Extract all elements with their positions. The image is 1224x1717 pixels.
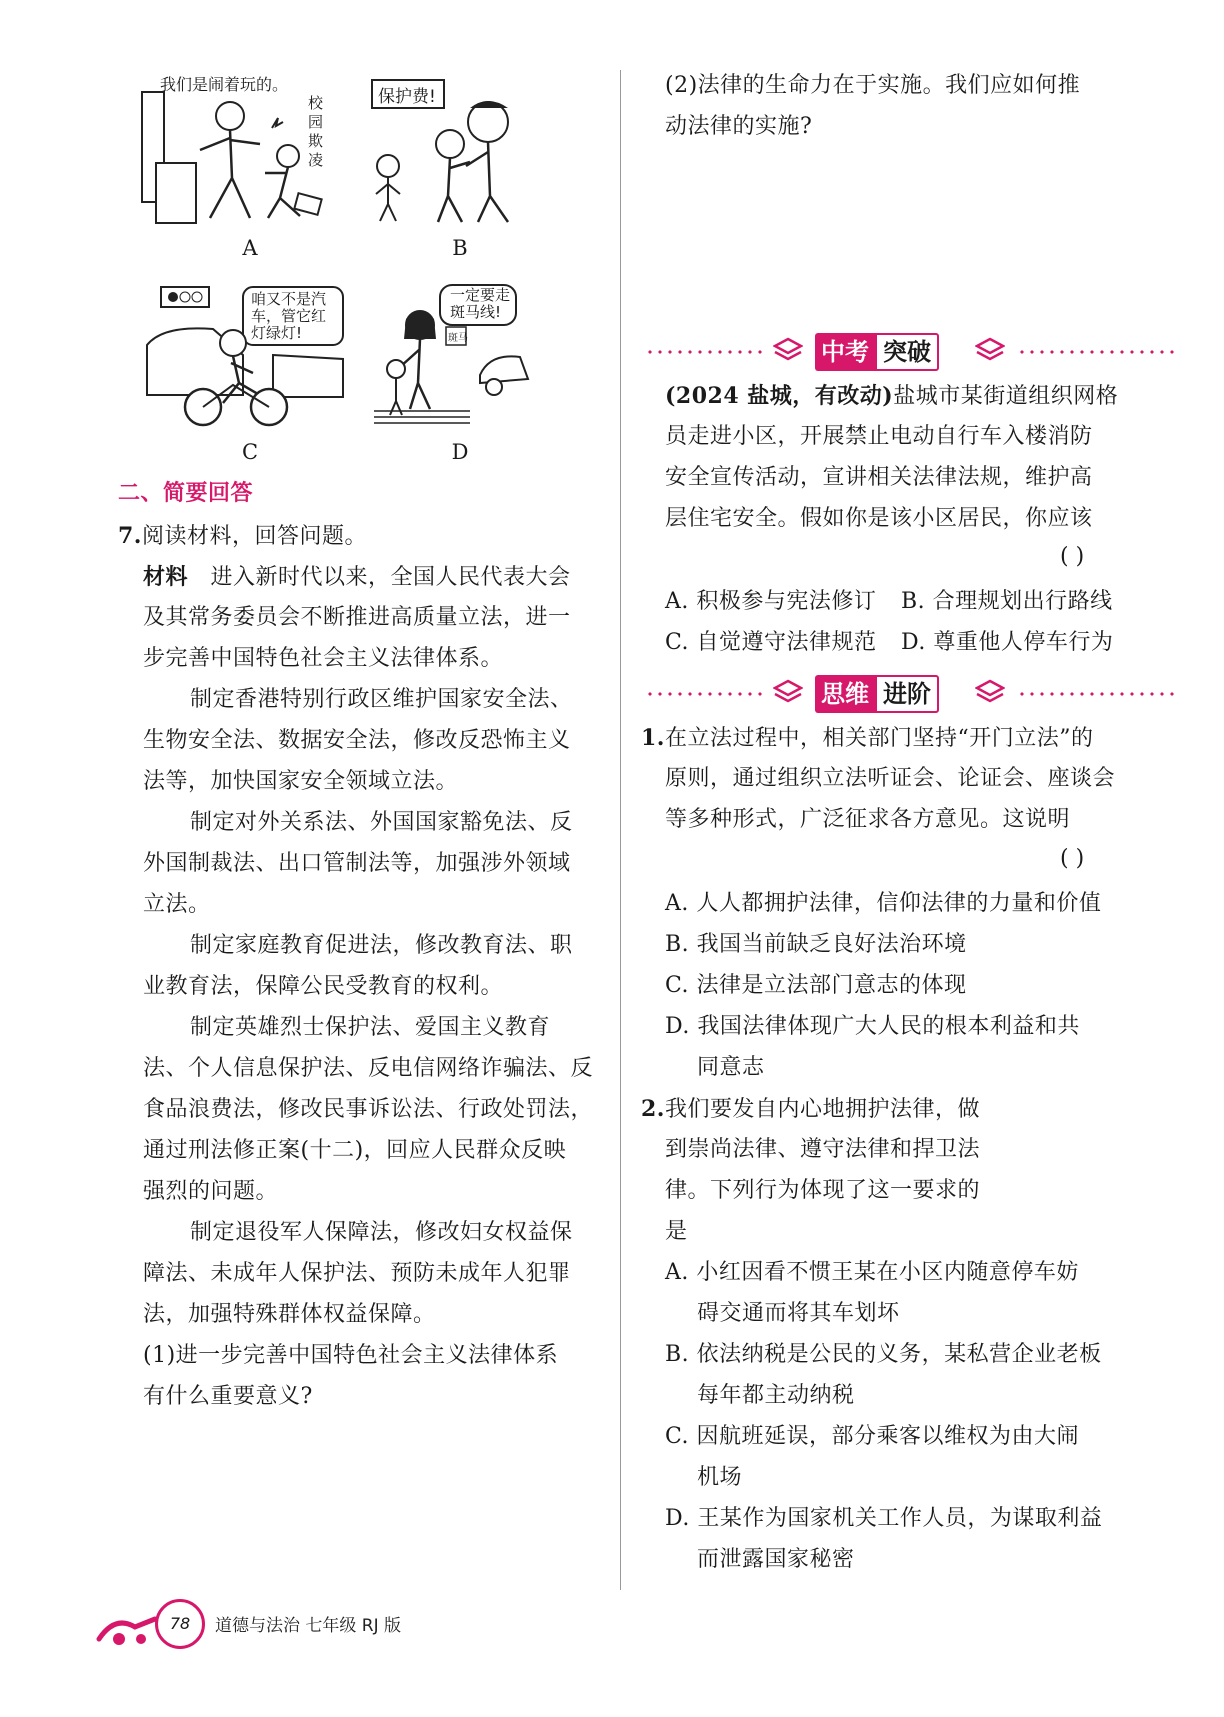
- cartoon-b: [370, 76, 530, 226]
- q7-2-line-2: 动法律的实施?: [665, 114, 813, 139]
- exam-answer-paren: ( ): [1060, 544, 1085, 569]
- q2-line-2: 到崇尚法律、遵守法律和捍卫法: [665, 1137, 981, 1162]
- cartoon-c-speech-line2: 车，管它红: [251, 307, 327, 325]
- cartoon-c-speech: [251, 291, 326, 342]
- material-line-5: 生物安全法、数据安全法，修改反恐怖主义: [143, 728, 571, 753]
- cartoon-d-label: D: [451, 440, 469, 464]
- material-line-14: 食品浪费法，修改民事诉讼法、行政处罚法，: [143, 1097, 594, 1122]
- q2-number: 2.: [641, 1096, 665, 1122]
- material-line-7: 制定对外关系法、外国国家豁免法、反: [190, 810, 573, 835]
- cartoon-c-speech-line1: 咱又不是汽: [251, 290, 327, 308]
- q2-text-1: 我们要发自内心地拥护法律，做: [664, 1097, 980, 1122]
- page-footer: [95, 1595, 515, 1655]
- banner-exam-breakthrough: [645, 330, 1215, 374]
- column-divider: [620, 70, 621, 1590]
- page-number: 78: [155, 1599, 205, 1649]
- q2-option-c-cont: 机场: [697, 1465, 743, 1490]
- book-title: 道德与法治 七年级 RJ 版: [215, 1616, 402, 1636]
- cartoon-a-tag: [308, 94, 330, 170]
- banner-title: [815, 675, 939, 713]
- cartoon-a-tag-line1: 校园: [308, 94, 324, 131]
- exam-option-b: B. 合理规划出行路线: [901, 589, 1113, 614]
- material-line-12: 制定英雄烈士保护法、爱国主义教育: [190, 1015, 551, 1040]
- q1-option-b: B. 我国当前缺乏良好法治环境: [665, 932, 967, 957]
- banner-thinking-advance: [645, 672, 1215, 716]
- exam-line-4: 层住宅安全。假如你是该小区居民，你应该: [665, 506, 1093, 531]
- q2-option-c: C. 因航班延误，部分乘客以维权为由大闹: [665, 1424, 1080, 1449]
- q1-option-c: C. 法律是立法部门意志的体现: [665, 973, 967, 998]
- q1-option-a: A. 人人都拥护法律，信仰法律的力量和价值: [665, 891, 1102, 916]
- banner-title-part1: 思维: [815, 675, 875, 713]
- q7-text: 阅读材料，回答问题。: [141, 524, 367, 549]
- material-line-4: 制定香港特别行政区维护国家安全法、: [190, 687, 573, 712]
- material-line-15: 通过刑法修正案(十二)，回应人民群众反映: [143, 1138, 567, 1163]
- exam-line-3: 安全宣传活动，宣讲相关法律法规，维护高: [665, 465, 1093, 490]
- q2-option-a-cont: 碍交通而将其车划坏: [697, 1301, 900, 1326]
- banner-dots-right: [1017, 350, 1177, 354]
- cartoon-d-speech-line1: 一定要走: [450, 286, 511, 304]
- q2-option-b: B. 依法纳税是公民的义务，某私营企业老板: [665, 1342, 1102, 1367]
- q1-option-d-cont: 同意志: [697, 1055, 765, 1080]
- stack-icon: [773, 678, 803, 708]
- cartoon-a-tag-line2: 欺凌: [308, 132, 324, 169]
- cartoon-d-speech-line2: 斑马线!: [450, 303, 502, 321]
- q1-line-3: 等多种形式，广泛征求各方意见。这说明: [665, 807, 1071, 832]
- banner-title: [815, 333, 939, 371]
- q1-option-d: D. 我国法律体现广大人民的根本利益和共: [665, 1014, 1080, 1039]
- q2-line-1: [641, 1089, 980, 1130]
- exam-line-2: 员走进小区，开展禁止电动自行车入楼消防: [665, 424, 1093, 449]
- cartoon-b-speech: 保护费!: [378, 87, 436, 107]
- cartoon-a-speech: 我们是闹着玩的。: [160, 75, 289, 94]
- banner-title-part2: 进阶: [875, 675, 939, 713]
- material-line-10: 制定家庭教育促进法，修改教育法、职: [190, 933, 573, 958]
- exam-option-c: C. 自觉遵守法律规范: [665, 630, 877, 655]
- cartoon-c: [143, 285, 348, 430]
- q2-line-3: 律。下列行为体现了这一要求的: [665, 1178, 981, 1203]
- q7-heading: [118, 516, 367, 557]
- q2-option-a: A. 小红因看不惯王某在小区内随意停车妨: [665, 1260, 1079, 1285]
- banner-dots-left: [645, 692, 765, 696]
- material-line-3: 步完善中国特色社会主义法律体系。: [143, 646, 504, 671]
- q2-option-d: D. 王某作为国家机关工作人员，为谋取利益: [665, 1506, 1103, 1531]
- banner-dots-left: [645, 350, 765, 354]
- material-line-17: 制定退役军人保障法，修改妇女权益保: [190, 1220, 573, 1245]
- exam-option-a: A. 积极参与宪法修订: [665, 589, 877, 614]
- banner-dots-right: [1017, 692, 1177, 696]
- material-line-9: 立法。: [143, 892, 211, 917]
- q7-number: 7.: [118, 523, 142, 549]
- stack-icon: [975, 336, 1005, 366]
- material-text-1: 进入新时代以来，全国人民代表大会: [210, 565, 571, 590]
- cartoon-a: [140, 75, 330, 228]
- q1-answer-paren: ( ): [1060, 846, 1085, 871]
- q1-line-2: 原则，通过组织立法听证会、论证会、座谈会: [665, 766, 1116, 791]
- exam-line-1: [665, 376, 1118, 417]
- cartoon-c-speech-line3: 灯绿灯!: [251, 324, 303, 342]
- material-line-8: 外国制裁法、出口管制法等，加强涉外领域: [143, 851, 571, 876]
- material-line-18: 障法、未成年人保护法、预防未成年人犯罪: [143, 1261, 571, 1286]
- material-line-13: 法、个人信息保护法、反电信网络诈骗法、反: [143, 1056, 594, 1081]
- stack-icon: [975, 678, 1005, 708]
- material-line-2: 及其常务委员会不断推进高质量立法，进一: [143, 605, 571, 630]
- q7-1-line-1: (1)进一步完善中国特色社会主义法律体系: [143, 1343, 559, 1368]
- banner-title-part1: 中考: [815, 333, 875, 371]
- q7-1-line-2: 有什么重要意义?: [143, 1384, 313, 1409]
- exam-option-d: D. 尊重他人停车行为: [901, 630, 1114, 655]
- cartoon-d: [370, 283, 530, 428]
- cartoon-a-label: A: [242, 236, 258, 260]
- material-label: 材料: [143, 564, 189, 590]
- cartoon-c-label: C: [241, 440, 259, 464]
- q2-option-d-cont: 而泄露国家秘密: [697, 1547, 855, 1572]
- q2-line-4: 是: [665, 1219, 688, 1244]
- material-line-6: 法等，加快国家安全领域立法。: [143, 769, 459, 794]
- q2-option-b-cont: 每年都主动纳税: [697, 1383, 855, 1408]
- q7-2-line-1: (2)法律的生命力在于实施。我们应如何推: [665, 73, 1081, 98]
- banner-title-part2: 突破: [875, 333, 939, 371]
- material-line-19: 法，加强特殊群体权益保障。: [143, 1302, 436, 1327]
- material-line-16: 强烈的问题。: [143, 1179, 279, 1204]
- cartoon-b-label: B: [452, 236, 468, 260]
- material-line-11: 业教育法，保障公民受教育的权利。: [143, 974, 504, 999]
- cartoon-a-drawing: [140, 78, 330, 228]
- footer-logo-icon: [95, 1609, 165, 1649]
- exam-text-1: 盐城市某街道组织网格: [893, 384, 1119, 409]
- cartoon-d-sign: 斑马: [448, 333, 468, 344]
- q1-text-1: 在立法过程中，相关部门坚持“开门立法”的: [664, 726, 1094, 751]
- q1-number: 1.: [641, 725, 665, 751]
- stack-icon: [773, 336, 803, 366]
- q1-line-1: [641, 718, 1093, 759]
- material-line-1: [143, 557, 571, 598]
- exam-source: (2024 盐城，有改动): [665, 383, 894, 409]
- section-title: 二、简要回答: [118, 481, 254, 506]
- cartoon-d-speech: [450, 287, 510, 321]
